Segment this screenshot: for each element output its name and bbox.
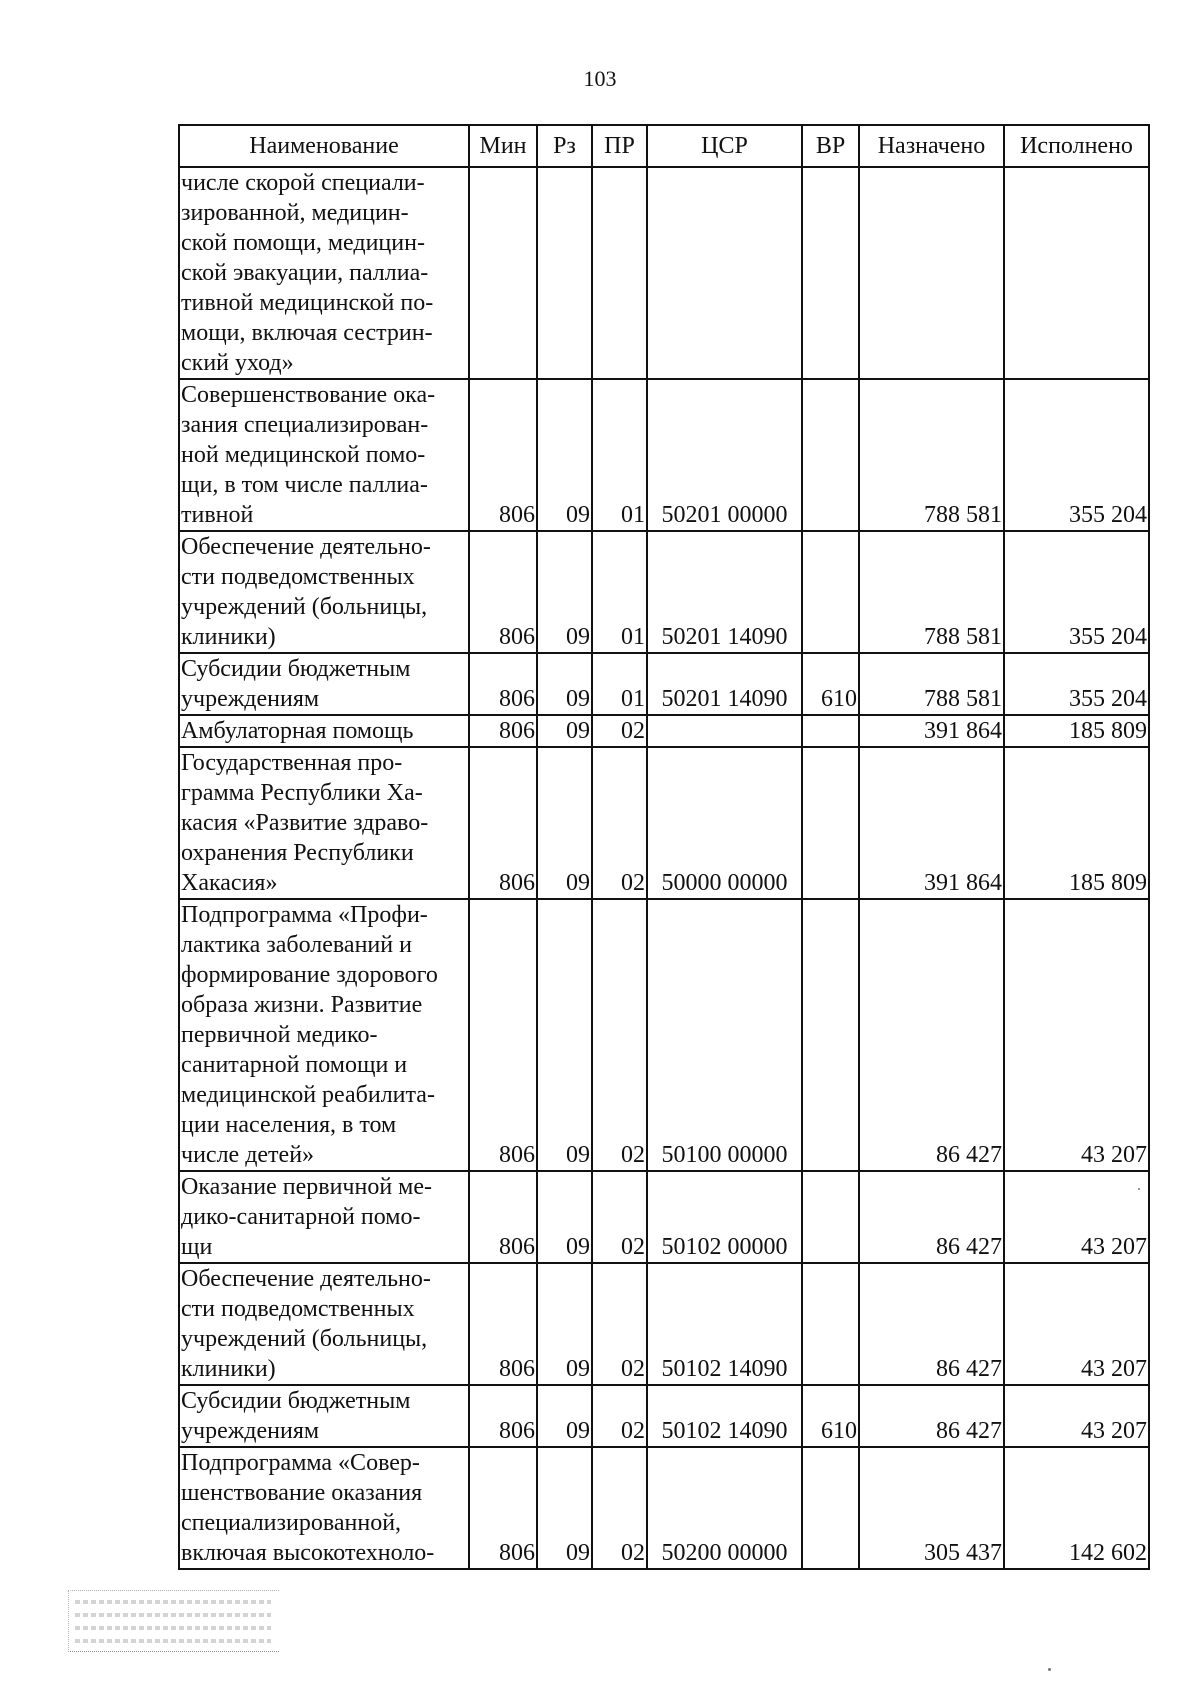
cell-rz: 09 <box>537 379 592 531</box>
cell-csr: 50102 00000 <box>647 1171 802 1263</box>
cell-name-line: Субсидии бюджетным <box>181 656 411 682</box>
cell-name-line: учреждений (больницы, <box>181 594 428 620</box>
cell-csr: 50201 00000 <box>647 379 802 531</box>
cell-rz: 09 <box>537 899 592 1171</box>
cell-name-line: ной медицинской помо- <box>181 442 426 468</box>
cell-csr <box>647 167 802 379</box>
table-row <box>179 531 1149 653</box>
cell-rz: 09 <box>537 1447 592 1569</box>
table-row <box>179 899 1149 1171</box>
table-row <box>179 1263 1149 1385</box>
cell-name <box>179 1171 469 1263</box>
cell-name-line: Государственная про- <box>181 750 403 776</box>
cell-naznacheno: 391 864 <box>859 715 1004 747</box>
cell-pr: 02 <box>592 1263 647 1385</box>
cell-ispolneno <box>1004 167 1149 379</box>
cell-rz: 09 <box>537 1171 592 1263</box>
cell-csr: 50201 14090 <box>647 531 802 653</box>
cell-vr <box>802 1447 859 1569</box>
cell-rz: 09 <box>537 1263 592 1385</box>
cell-name-line: Амбулаторная помощь <box>181 718 414 744</box>
header-rz: Рз <box>537 125 592 167</box>
cell-pr: 02 <box>592 1385 647 1447</box>
cell-min: 806 <box>469 899 537 1171</box>
cell-min: 806 <box>469 1385 537 1447</box>
table-row <box>179 1385 1149 1447</box>
cell-rz: 09 <box>537 715 592 747</box>
budget-table <box>178 124 1150 1570</box>
cell-rz: 09 <box>537 747 592 899</box>
cell-naznacheno <box>859 167 1004 379</box>
header-row <box>179 125 1149 167</box>
cell-ispolneno: 185 809 <box>1004 715 1149 747</box>
cell-naznacheno: 788 581 <box>859 531 1004 653</box>
table-row <box>179 1171 1149 1263</box>
table-row <box>179 167 1149 379</box>
header-name: Наименование <box>179 125 469 167</box>
cell-name-line: ский уход» <box>181 350 294 376</box>
cell-ispolneno: 142 602 <box>1004 1447 1149 1569</box>
cell-name <box>179 379 469 531</box>
cell-pr: 02 <box>592 1447 647 1569</box>
header-ispolneno: Исполнено <box>1004 125 1149 167</box>
cell-name-line: дико-санитарной помо- <box>181 1204 421 1230</box>
cell-name <box>179 1447 469 1569</box>
cell-name-line: клиники) <box>181 624 276 650</box>
cell-vr <box>802 747 859 899</box>
cell-naznacheno: 86 427 <box>859 1263 1004 1385</box>
cell-name-line: Оказание первичной ме- <box>181 1174 433 1200</box>
cell-naznacheno: 86 427 <box>859 1385 1004 1447</box>
cell-name-line: охранения Республики <box>181 840 414 866</box>
header-pr: ПР <box>592 125 647 167</box>
cell-name-line: щи <box>181 1234 213 1260</box>
cell-min: 806 <box>469 1171 537 1263</box>
cell-name-line: сти подведомственных <box>181 564 415 590</box>
cell-vr <box>802 379 859 531</box>
cell-pr: 01 <box>592 531 647 653</box>
cell-name-line: Подпрограмма «Совер- <box>181 1450 420 1476</box>
cell-min: 806 <box>469 1263 537 1385</box>
cell-name-line: щи, в том числе паллиа- <box>181 472 428 498</box>
cell-name <box>179 1385 469 1447</box>
cell-rz: 09 <box>537 653 592 715</box>
cell-name <box>179 747 469 899</box>
cell-name <box>179 531 469 653</box>
cell-name-line: медицинской реабилита- <box>181 1082 435 1108</box>
cell-csr <box>647 715 802 747</box>
scan-speck <box>1048 1668 1051 1671</box>
cell-name-line: мощи, включая сестрин- <box>181 320 433 346</box>
header-vr: ВР <box>802 125 859 167</box>
cell-min: 806 <box>469 653 537 715</box>
cell-name-line: Обеспечение деятельно- <box>181 1266 431 1292</box>
cell-pr: 02 <box>592 747 647 899</box>
cell-name-line: включая высокотехноло- <box>181 1540 435 1566</box>
cell-name-line: шенствование оказания <box>181 1480 423 1506</box>
cell-name-line: учреждениям <box>181 1418 320 1444</box>
cell-vr: 610 <box>802 653 859 715</box>
cell-name-line: формирование здорового <box>181 962 438 988</box>
cell-name-line: учреждениям <box>181 686 320 712</box>
cell-min: 806 <box>469 715 537 747</box>
cell-vr <box>802 899 859 1171</box>
cell-name-line: Хакасия» <box>181 870 278 896</box>
cell-pr: 01 <box>592 379 647 531</box>
cell-min: 806 <box>469 379 537 531</box>
cell-naznacheno: 305 437 <box>859 1447 1004 1569</box>
cell-name-line: зания специализирован- <box>181 412 429 438</box>
cell-min: 806 <box>469 531 537 653</box>
cell-name-line: грамма Республики Ха- <box>181 780 423 806</box>
cell-name <box>179 653 469 715</box>
faded-stamp <box>68 1590 279 1652</box>
cell-vr <box>802 1171 859 1263</box>
cell-pr: 02 <box>592 1171 647 1263</box>
cell-pr <box>592 167 647 379</box>
scan-speck <box>1138 1188 1140 1190</box>
cell-rz: 09 <box>537 531 592 653</box>
cell-pr: 02 <box>592 899 647 1171</box>
table-row <box>179 1447 1149 1569</box>
cell-name-line: учреждений (больницы, <box>181 1326 428 1352</box>
cell-vr: 610 <box>802 1385 859 1447</box>
cell-min: 806 <box>469 747 537 899</box>
cell-name <box>179 167 469 379</box>
cell-csr: 50102 14090 <box>647 1385 802 1447</box>
cell-name-line: тивной <box>181 502 254 528</box>
cell-naznacheno: 788 581 <box>859 379 1004 531</box>
cell-name-line: Подпрограмма «Профи- <box>181 902 428 928</box>
cell-name <box>179 899 469 1171</box>
cell-naznacheno: 391 864 <box>859 747 1004 899</box>
cell-naznacheno: 86 427 <box>859 899 1004 1171</box>
table-row <box>179 379 1149 531</box>
cell-ispolneno: 43 207 <box>1004 1385 1149 1447</box>
cell-csr: 50100 00000 <box>647 899 802 1171</box>
table-body <box>179 167 1149 1569</box>
cell-rz <box>537 167 592 379</box>
cell-name-line: числе детей» <box>181 1142 315 1168</box>
header-naznacheno: Назначено <box>859 125 1004 167</box>
cell-name-line: числе скорой специали- <box>181 170 425 196</box>
cell-name <box>179 715 469 747</box>
cell-name-line: Обеспечение деятельно- <box>181 534 431 560</box>
cell-csr: 50000 00000 <box>647 747 802 899</box>
page-number: 103 <box>583 66 617 91</box>
cell-ispolneno: 355 204 <box>1004 653 1149 715</box>
cell-name-line: ской помощи, медицин- <box>181 230 425 256</box>
cell-csr: 50102 14090 <box>647 1263 802 1385</box>
table-row <box>179 653 1149 715</box>
cell-pr: 01 <box>592 653 647 715</box>
cell-ispolneno: 185 809 <box>1004 747 1149 899</box>
cell-vr <box>802 167 859 379</box>
cell-name-line: зированной, медицин- <box>181 200 409 226</box>
cell-naznacheno: 86 427 <box>859 1171 1004 1263</box>
cell-name-line: ции населения, в том <box>181 1112 397 1138</box>
cell-name-line: первичной медико- <box>181 1022 378 1048</box>
cell-naznacheno: 788 581 <box>859 653 1004 715</box>
cell-name-line: лактика заболеваний и <box>181 932 412 958</box>
cell-name-line: клиники) <box>181 1356 276 1382</box>
cell-csr: 50201 14090 <box>647 653 802 715</box>
cell-ispolneno: 43 207 <box>1004 1263 1149 1385</box>
table-row <box>179 747 1149 899</box>
header-csr: ЦСР <box>647 125 802 167</box>
cell-name-line: санитарной помощи и <box>181 1052 408 1078</box>
cell-name-line: образа жизни. Развитие <box>181 992 423 1018</box>
cell-vr <box>802 531 859 653</box>
cell-ispolneno: 355 204 <box>1004 531 1149 653</box>
cell-min <box>469 167 537 379</box>
cell-name-line: ской эвакуации, паллиа- <box>181 260 429 286</box>
cell-ispolneno: 355 204 <box>1004 379 1149 531</box>
cell-vr <box>802 1263 859 1385</box>
cell-ispolneno: 43 207 <box>1004 1171 1149 1263</box>
cell-name-line: Субсидии бюджетным <box>181 1388 411 1414</box>
cell-name-line: Совершенствование ока- <box>181 382 436 408</box>
header-min: Мин <box>469 125 537 167</box>
cell-pr: 02 <box>592 715 647 747</box>
cell-csr: 50200 00000 <box>647 1447 802 1569</box>
cell-name-line: тивной медицинской по- <box>181 290 434 316</box>
cell-min: 806 <box>469 1447 537 1569</box>
cell-name-line: сти подведомственных <box>181 1296 415 1322</box>
cell-name <box>179 1263 469 1385</box>
cell-name-line: специализированной, <box>181 1510 402 1536</box>
cell-ispolneno: 43 207 <box>1004 899 1149 1171</box>
cell-vr <box>802 715 859 747</box>
table-header <box>179 125 1149 167</box>
cell-rz: 09 <box>537 1385 592 1447</box>
cell-name-line: касия «Развитие здраво- <box>181 810 429 836</box>
table-row <box>179 715 1149 747</box>
